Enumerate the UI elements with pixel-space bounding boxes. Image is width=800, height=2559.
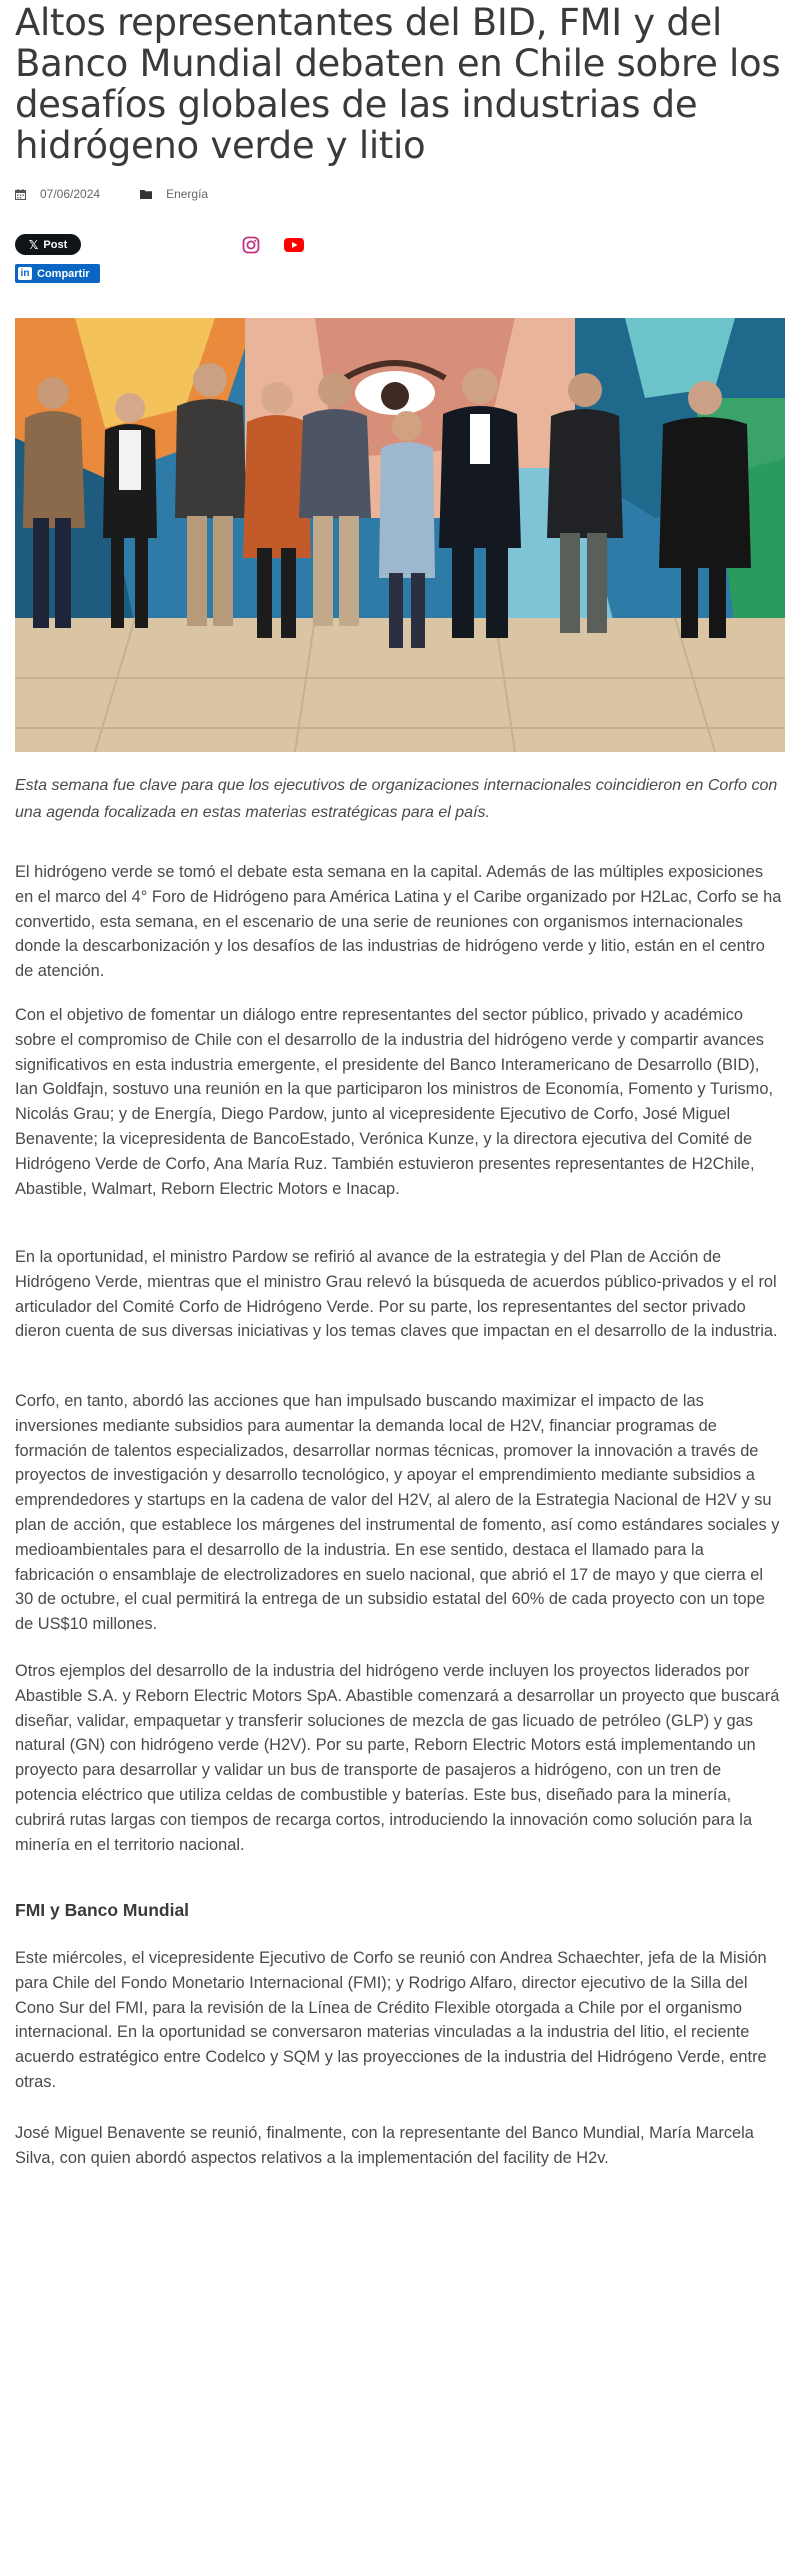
article-title: Altos representantes del BID, FMI y del Banco Mundial debaten en Chile sobre los desafíos globales de las industrias de hidrógeno verde y litio <box>15 1 781 167</box>
category-meta[interactable] <box>140 187 208 201</box>
article-date: 07/06/2024 <box>40 187 101 201</box>
folder-icon <box>140 189 152 199</box>
linkedin-share-label: Compartir <box>37 267 90 280</box>
instagram-icon[interactable] <box>242 236 260 254</box>
article-meta <box>15 185 248 203</box>
section-heading: FMI y Banco Mundial <box>15 1900 190 1920</box>
article-paragraph: Corfo, en tanto, abordó las acciones que han impulsado buscando maximizar el impacto de las inversiones mediante subsidios para aumentar la demanda local de H2V, financiar programas de formación de talentos especializados, desarrollar normas técnicas, promover la innovación a través de proyectos de investigación y desarrollo tecnológico, y apoyar el emprendimiento mediante subsidios a emprendedores y startups en la cadena de valor del H2V, al alero de la Estrategia Nacional de H2V y su plan de acción, que establece los márgenes del instrumental de fomento, así como estándares sociales y medioambientales para el desarrollo de la industria. En ese sentido, destaca el llamado para la fabricación o ensamblaje de electrolizadores en suelo nacional, que abrió el 17 de mayo y que cierra el 30 de octubre, el cual permitirá la entrega de un subsidio estatal del 60% de cada proyecto con un tope de US$10 millones. <box>15 1392 780 1634</box>
x-logo-icon: 𝕏 <box>28 237 39 252</box>
article-photo <box>15 318 785 752</box>
linkedin-icon: in <box>18 267 32 280</box>
date-meta <box>15 187 100 201</box>
x-post-button[interactable] <box>15 234 81 255</box>
youtube-icon[interactable] <box>284 238 304 252</box>
article-lead: Esta semana fue clave para que los ejecutivos de organizaciones internacionales coincidieron en Corfo con una agenda focalizada en estas materias estratégicas para el país. <box>15 777 778 821</box>
calendar-icon <box>15 189 26 200</box>
article-paragraph: El hidrógeno verde se tomó el debate esta semana en la capital. Además de las múltiples exposiciones en el marco del 4° Foro de Hidrógeno para América Latina y el Caribe organizado por H2Lac, Corfo se ha convertido, esta semana, en el escenario de una serie de reuniones con organismos internacionales donde la descarbonización y los desafíos de las industrias de hidrógeno verde y litio, están en el centro de atención. <box>15 863 782 981</box>
article-paragraph: Este miércoles, el vicepresidente Ejecutivo de Corfo se reunió con Andrea Schaechter, jefa de la Misión para Chile del Fondo Monetario Internacional (FMI); y Rodrigo Alfaro, director ejecutivo de la Silla del Cono Sur del FMI, para la revisión de la Línea de Crédito Flexible otorgada a Chile por el organismo internacional. En la oportunidad se conversaron materias vinculadas a la industria del litio, el reciente acuerdo estratégico entre Codelco y SQM y las proyecciones de la industria del Hidrógeno Verde, entre otras. <box>15 1949 767 2091</box>
article-category[interactable]: Energía <box>166 187 209 201</box>
linkedin-share-button[interactable] <box>15 264 100 283</box>
group-photo-image <box>15 318 785 752</box>
article-paragraph: Otros ejemplos del desarrollo de la industria del hidrógeno verde incluyen los proyectos liderados por Abastible S.A. y Reborn Electric Motors SpA. Abastible comenzará a desarrollar un proyecto que buscará diseñar, validar, empaquetar y transferir soluciones de mezcla de gas licuado de petróleo (GLP) y gas natural (GN) con hidrógeno verde (H2V). Por su parte, Reborn Electric Motors está implementando un proyecto para desarrollar y validar un bus de transporte de pasajeros a hidrógeno, con un tren de potencia eléctrico que utiliza celdas de combustible y baterías. Este bus, diseñado para la minería, cubrirá rutas largas con tiempos de recarga cortos, introduciendo la innovación como solución para la minería en el territorio nacional. <box>15 1662 780 1854</box>
article-paragraph: José Miguel Benavente se reunió, finalmente, con la representante del Banco Mundial, María Marcela Silva, con quien abordó aspectos relativos a la implementación del facility de H2v. <box>15 2124 754 2167</box>
article-paragraph: Con el objetivo de fomentar un diálogo entre representantes del sector público, privado y académico sobre el compromiso de Chile con el desarrollo de la industria del hidrógeno verde y compartir avances significativos en esta industria emergente, el presidente del Banco Interamericano de Desarrollo (BID), Ian Goldfajn, sostuvo una reunión en la que participaron los ministros de Economía, Fomento y Turismo, Nicolás Grau; y de Energía, Diego Pardow, junto al vicepresidente Ejecutivo de Corfo, José Miguel Benavente; la vicepresidenta de BancoEstado, Verónica Kunze, y la directora ejecutiva del Comité de Hidrógeno Verde de Corfo, Ana María Ruz. También estuvieron presentes representantes de H2Chile, Abastible, Walmart, Reborn Electric Motors e Inacap. <box>15 1006 774 1198</box>
x-post-label: Post <box>43 238 68 251</box>
article-paragraph: En la oportunidad, el ministro Pardow se refirió al avance de la estrategia y del Plan de Acción de Hidrógeno Verde, mientras que el ministro Grau relevó la búsqueda de acuerdos público-privados y el rol articulador del Comité Corfo de Hidrógeno Verde. Por su parte, los representantes del sector privado dieron cuenta de sus diversas iniciativas y los temas claves que impactan en el desarrollo de la industria. <box>15 1248 778 1341</box>
